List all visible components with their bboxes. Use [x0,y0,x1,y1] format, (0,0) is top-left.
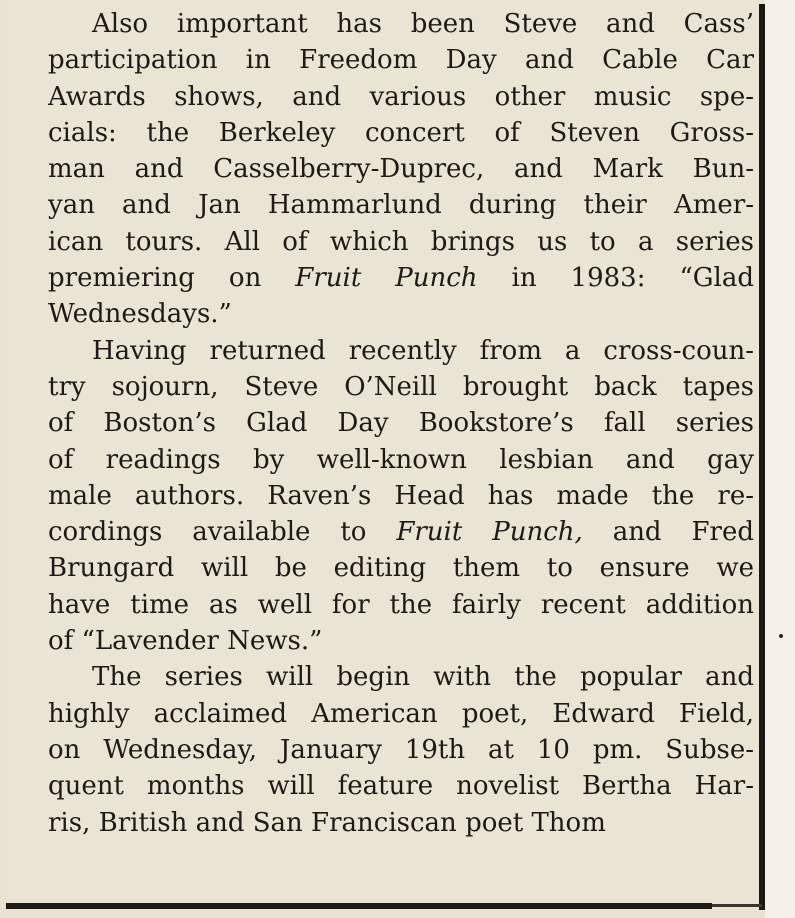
column-rule-horizontal-thin [712,904,762,907]
article-paragraph [48,6,754,333]
print-speck [779,634,783,638]
text-line [48,442,754,478]
column-rule-horizontal [6,903,712,909]
article-paragraph [48,659,754,840]
text-line [48,623,754,659]
text-line [48,79,754,115]
text-run: participation in Freedom Day and Cable Car [48,45,754,76]
text-run: The series will begin with the popular and [92,662,754,693]
text-line [48,805,754,841]
text-run: male authors. Raven’s Head has made the re- [48,480,754,511]
text-run: Having returned recently from a cross-coun- [92,335,754,366]
text-run: on Wednesday, January 19th at 10 pm. Subse- [48,734,754,765]
text-line [48,369,754,405]
text-run: cials: the Berkeley concert of Steven Gross- [48,117,754,148]
text-line [48,296,754,332]
text-line [48,151,754,187]
text-run: Awards shows, and various other music spe- [48,81,754,112]
text-run: of Boston’s Glad Day Bookstore’s fall series [48,408,754,439]
text-line [48,550,754,586]
page-margin [765,0,795,918]
article-body [48,6,754,841]
text-run: try sojourn, Steve O’Neill brought back tapes [48,371,754,402]
text-run: man and Casselberry-Duprec, and Mark Bun- [48,154,754,185]
text-line [48,260,754,296]
text-line [48,732,754,768]
text-line [48,514,754,550]
text-run: have time as well for the fairly recent addition [48,589,754,620]
text-run: ris, British and San Franciscan poet Thom [48,807,606,838]
text-line [48,768,754,804]
text-line [48,696,754,732]
article-paragraph [48,333,754,660]
text-line [48,115,754,151]
text-line [48,187,754,223]
text-run: cordings available to [48,517,397,548]
text-run: in 1983: “Glad [477,263,754,294]
text-run: Wednesdays.” [48,299,232,330]
text-line [48,42,754,78]
text-line [48,6,754,42]
text-line [48,405,754,441]
text-line [48,333,754,369]
text-run: yan and Jan Hammarlund during their Amer- [48,190,754,221]
text-run: ican tours. All of which brings us to a series [48,226,754,257]
text-run: highly acclaimed American poet, Edward Field, [48,698,754,729]
text-run: of “Lavender News.” [48,626,323,657]
text-run: quent months will feature novelist Bertha Har- [48,771,754,802]
text-run: of readings by well-known lesbian and gay [48,444,754,475]
text-line [48,587,754,623]
italic-title: Fruit Punch [295,263,478,294]
text-line [48,659,754,695]
text-line [48,478,754,514]
text-run: premiering on [48,263,296,294]
italic-title: Fruit Punch, [396,517,583,548]
text-line [48,224,754,260]
text-run: and Fred [582,517,754,548]
text-run: Brungard will be editing them to ensure we [48,553,754,584]
text-run: Also important has been Steve and Cass’ [92,9,754,39]
